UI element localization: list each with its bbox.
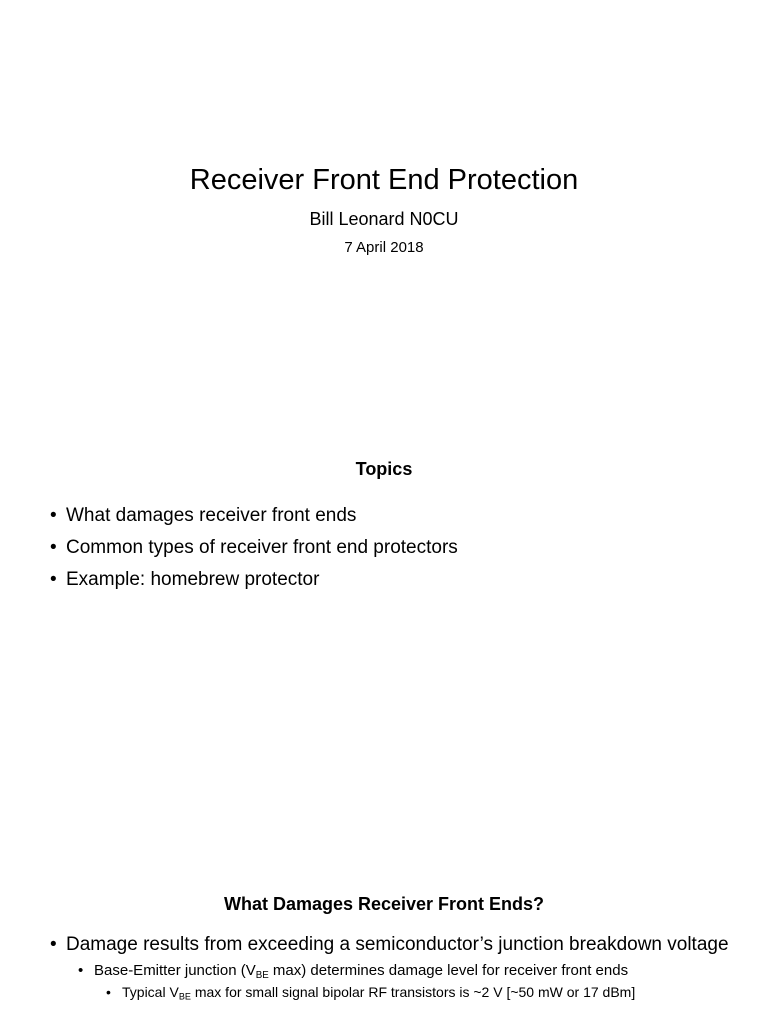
bullet-dot: • xyxy=(106,984,111,1000)
title-slide xyxy=(0,0,768,288)
damage-list xyxy=(50,932,750,1002)
list-item xyxy=(50,932,750,957)
list-item-text: Common types of receiver front end protectors xyxy=(66,537,458,558)
topics-list xyxy=(50,500,458,596)
presentation-title: Receiver Front End Protection xyxy=(189,164,579,196)
list-item xyxy=(50,500,458,532)
bullet-dot: • xyxy=(50,505,57,526)
typical-vbe-subscript: BE xyxy=(178,991,191,1002)
typical-vbe-pre: Typical V xyxy=(122,984,179,1000)
sub-list-item xyxy=(78,960,750,982)
list-item-text: What damages receiver front ends xyxy=(66,505,357,526)
bullet-dot: • xyxy=(50,934,57,955)
damage-slide xyxy=(0,864,768,1024)
presentation-date: 7 April 2018 xyxy=(344,239,424,256)
vbe-subscript: BE xyxy=(255,969,269,981)
vbe-text-post: max) determines damage level for receiver front ends xyxy=(268,962,629,979)
list-item xyxy=(50,532,458,564)
bullet-dot: • xyxy=(50,537,57,558)
bullet-dot: • xyxy=(50,569,57,590)
list-item-text: Example: homebrew protector xyxy=(66,569,320,590)
list-item-text: Damage results from exceeding a semiconductor’s junction breakdown voltage xyxy=(66,934,729,955)
slide-heading: What Damages Receiver Front Ends? xyxy=(223,894,545,914)
author-name: Bill Leonard N0CU xyxy=(309,209,459,229)
topics-slide xyxy=(0,288,768,864)
typical-vbe-post: max for small signal bipolar RF transistors is ~2 V [~50 mW or 17 dBm] xyxy=(190,984,636,1000)
vbe-text-pre: Base-Emitter junction (V xyxy=(94,962,256,979)
slide-heading: Topics xyxy=(355,459,413,479)
sub-sub-list-item xyxy=(106,982,750,1002)
bullet-dot: • xyxy=(78,962,84,979)
list-item xyxy=(50,564,458,596)
